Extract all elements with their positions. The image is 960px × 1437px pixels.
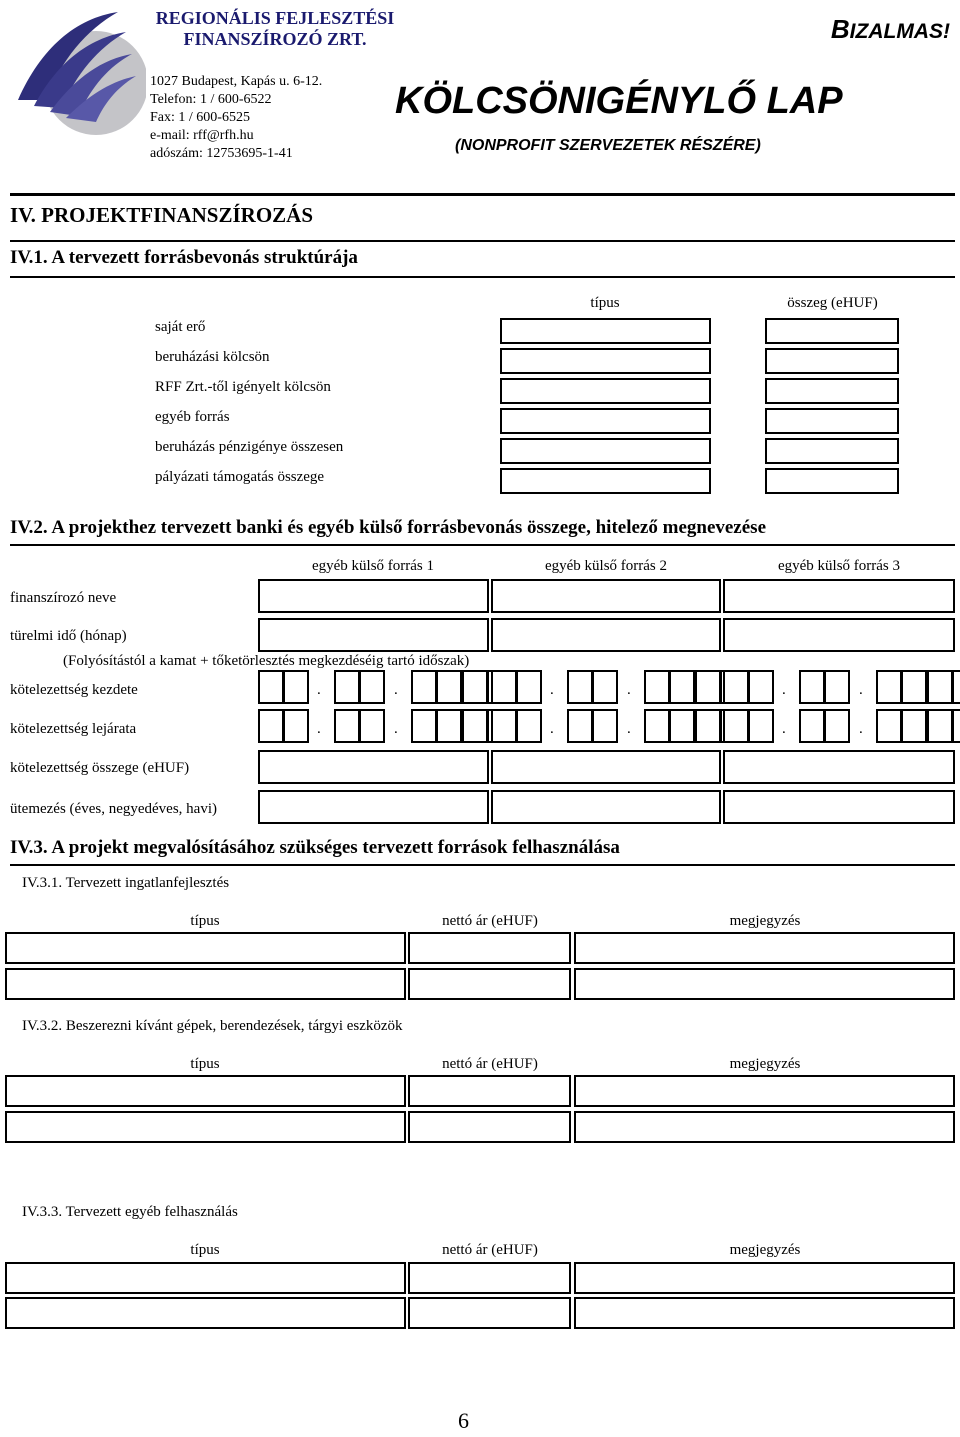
date-separator: .	[859, 682, 863, 698]
s3-t1-header-net: nettó ár (eHUF)	[442, 913, 538, 929]
s3-t3-type-field[interactable]	[5, 1262, 406, 1294]
s3-t3-note-field[interactable]	[574, 1262, 955, 1294]
s2-start-date-digit-cell[interactable]	[592, 670, 618, 704]
s1-amount-field[interactable]	[765, 318, 899, 344]
s1-amount-field[interactable]	[765, 378, 899, 404]
s2-end-label: kötelezettség lejárata	[10, 721, 137, 737]
s3-t1-header-type: típus	[190, 913, 220, 929]
s2-end-date-digit-cell[interactable]	[516, 709, 542, 743]
page-number: 6	[458, 1408, 469, 1433]
s1-row-label: beruházási kölcsön	[155, 349, 270, 365]
s1-row-label: pályázati támogatás összege	[155, 469, 325, 485]
s2-end-date-digit-cell[interactable]	[695, 709, 721, 743]
s2-divider	[10, 544, 955, 546]
s2-end-date-digit-cell[interactable]	[592, 709, 618, 743]
s2-amount-field-3[interactable]	[723, 750, 955, 784]
s3-sub1: IV.3.1. Tervezett ingatlanfejlesztés	[22, 875, 230, 891]
s3-t2-type-field[interactable]	[5, 1111, 406, 1143]
s2-start-date-digit-cell[interactable]	[359, 670, 385, 704]
s2-start-date-digit-cell[interactable]	[491, 670, 517, 704]
s2-start-date-digit-cell[interactable]	[644, 670, 670, 704]
s3-t1-note-field[interactable]	[574, 968, 955, 1000]
s2-start-date-digit-cell[interactable]	[567, 670, 593, 704]
s2-financier-field-3[interactable]	[723, 579, 955, 613]
s2-schedule-field-1[interactable]	[258, 790, 489, 824]
confidential-initial: B	[830, 14, 850, 44]
s2-start-date-digit-cell[interactable]	[462, 670, 488, 704]
s2-start-date-digit-cell[interactable]	[283, 670, 309, 704]
s3-t2-note-field[interactable]	[574, 1111, 955, 1143]
s3-t1-note-field[interactable]	[574, 932, 955, 964]
s3-t1-type-field[interactable]	[5, 932, 406, 964]
s3-t2-note-field[interactable]	[574, 1075, 955, 1107]
s2-start-date-digit-cell[interactable]	[748, 670, 774, 704]
s1-col-amount: összeg (eHUF)	[787, 295, 878, 311]
s3-t2-net-field[interactable]	[408, 1111, 571, 1143]
s1-row-label: RFF Zrt.-től igényelt kölcsön	[155, 379, 331, 395]
date-separator: .	[317, 721, 321, 737]
confidential-rest: IZALMAS!	[849, 20, 950, 43]
company-logo	[6, 8, 146, 138]
s3-t1-type-field[interactable]	[5, 968, 406, 1000]
date-separator: .	[627, 682, 631, 698]
s2-end-date-digit-cell[interactable]	[799, 709, 825, 743]
date-separator: .	[550, 682, 554, 698]
s2-grace-note: (Folyósítástól a kamat + tőketörlesztés megkezdéséig tartó időszak)	[63, 653, 470, 669]
s3-t2-header-note: megjegyzés	[729, 1056, 801, 1072]
s3-t3-type-field[interactable]	[5, 1297, 406, 1329]
s2-end-date-digit-cell[interactable]	[411, 709, 437, 743]
s2-schedule-label: ütemezés (éves, negyedéves, havi)	[10, 801, 217, 817]
s2-end-date-digit-cell[interactable]	[462, 709, 488, 743]
s2-schedule-field-3[interactable]	[723, 790, 955, 824]
s2-start-date-digit-cell[interactable]	[799, 670, 825, 704]
s2-amount-field-2[interactable]	[491, 750, 721, 784]
s3-t1-net-field[interactable]	[408, 932, 571, 964]
s2-end-date-digit-cell[interactable]	[334, 709, 360, 743]
s3-t3-net-field[interactable]	[408, 1262, 571, 1294]
s2-financier-field-2[interactable]	[491, 579, 721, 613]
s2-end-date-digit-cell[interactable]	[491, 709, 517, 743]
s1-title: IV.1. A tervezett forrásbevonás struktúrája	[10, 247, 358, 268]
s2-financier-label: finanszírozó neve	[10, 590, 117, 606]
section-divider	[10, 240, 955, 242]
s3-sub2: IV.3.2. Beszerezni kívánt gépek, berendezések, tárgyi eszközök	[22, 1018, 403, 1034]
s2-schedule-field-2[interactable]	[491, 790, 721, 824]
s1-amount-field[interactable]	[765, 348, 899, 374]
header-divider	[10, 193, 955, 196]
org-name-line1: REGIONÁLIS FEJLESZTÉSI	[155, 8, 395, 28]
s1-type-field[interactable]	[500, 408, 711, 434]
s2-end-date-digit-cell[interactable]	[283, 709, 309, 743]
s1-type-field[interactable]	[500, 378, 711, 404]
s2-end-date-digit-cell[interactable]	[748, 709, 774, 743]
s1-type-field[interactable]	[500, 468, 711, 494]
s2-grace-label: türelmi idő (hónap)	[10, 628, 127, 644]
s2-grace-field-1[interactable]	[258, 618, 489, 652]
s1-amount-field[interactable]	[765, 468, 899, 494]
date-separator: .	[782, 721, 786, 737]
s3-t2-header-type: típus	[190, 1056, 220, 1072]
s2-start-date-digit-cell[interactable]	[952, 670, 960, 704]
s2-amount-field-1[interactable]	[258, 750, 489, 784]
date-separator: .	[782, 682, 786, 698]
org-phone: Telefon: 1 / 600-6522	[150, 92, 272, 107]
date-separator: .	[394, 721, 398, 737]
s3-divider	[10, 864, 955, 866]
s2-grace-field-3[interactable]	[723, 618, 955, 652]
s1-type-field[interactable]	[500, 438, 711, 464]
s2-start-date-digit-cell[interactable]	[876, 670, 902, 704]
form-title: KÖLCSÖNIGÉNYLŐ LAP	[395, 80, 843, 122]
org-fax: Fax: 1 / 600-6525	[150, 110, 250, 125]
s3-t2-header-net: nettó ár (eHUF)	[442, 1056, 538, 1072]
s2-grace-field-2[interactable]	[491, 618, 721, 652]
s2-start-date-digit-cell[interactable]	[901, 670, 927, 704]
s3-t3-header-net: nettó ár (eHUF)	[442, 1242, 538, 1258]
form-subtitle: (NONPROFIT SZERVEZETEK RÉSZÉRE)	[455, 137, 761, 154]
date-separator: .	[317, 682, 321, 698]
s3-t3-header-type: típus	[190, 1242, 220, 1258]
s2-col1: egyéb külső forrás 1	[311, 558, 435, 574]
s1-row-label: egyéb forrás	[155, 409, 230, 425]
s3-sub3: IV.3.3. Tervezett egyéb felhasználás	[22, 1204, 238, 1220]
s1-type-field[interactable]	[500, 348, 711, 374]
s3-t3-net-field[interactable]	[408, 1297, 571, 1329]
s2-end-date-digit-cell[interactable]	[359, 709, 385, 743]
date-separator: .	[627, 721, 631, 737]
s2-end-date-digit-cell[interactable]	[258, 709, 284, 743]
s3-title: IV.3. A projekt megvalósításához szükséges tervezett források felhasználása	[10, 837, 620, 858]
date-separator: .	[550, 721, 554, 737]
org-name-line2: FINANSZÍROZÓ ZRT.	[183, 29, 367, 49]
s3-t3-note-field[interactable]	[574, 1297, 955, 1329]
s3-t2-type-field[interactable]	[5, 1075, 406, 1107]
s3-t2-net-field[interactable]	[408, 1075, 571, 1107]
s1-amount-field[interactable]	[765, 408, 899, 434]
s2-start-label: kötelezettség kezdete	[10, 682, 138, 698]
s2-start-date-digit-cell[interactable]	[927, 670, 953, 704]
s1-row-label: saját erő	[155, 319, 206, 335]
s2-end-date-digit-cell[interactable]	[669, 709, 695, 743]
s2-financier-field-1[interactable]	[258, 579, 489, 613]
s2-start-date-digit-cell[interactable]	[516, 670, 542, 704]
section-title: IV. PROJEKTFINANSZÍROZÁS	[10, 203, 314, 227]
s3-t1-header-note: megjegyzés	[729, 913, 801, 929]
s2-start-date-digit-cell[interactable]	[824, 670, 850, 704]
s2-end-date-digit-cell[interactable]	[927, 709, 953, 743]
s2-title: IV.2. A projekthez tervezett banki és egyéb külső forrásbevonás összege, hitelező megnevezése	[10, 517, 767, 538]
s2-end-date-digit-cell[interactable]	[436, 709, 462, 743]
s1-type-field[interactable]	[500, 318, 711, 344]
s1-divider	[10, 276, 955, 278]
s1-col-type: típus	[590, 295, 620, 311]
s2-end-date-digit-cell[interactable]	[876, 709, 902, 743]
s2-end-date-digit-cell[interactable]	[952, 709, 960, 743]
s1-amount-field[interactable]	[765, 438, 899, 464]
s2-end-date-digit-cell[interactable]	[824, 709, 850, 743]
s2-end-date-digit-cell[interactable]	[901, 709, 927, 743]
s2-amount-label: kötelezettség összege (eHUF)	[10, 760, 190, 776]
date-separator: .	[859, 721, 863, 737]
s2-start-date-digit-cell[interactable]	[695, 670, 721, 704]
s2-start-date-digit-cell[interactable]	[411, 670, 437, 704]
s2-start-date-digit-cell[interactable]	[258, 670, 284, 704]
s2-col2: egyéb külső forrás 2	[544, 558, 668, 574]
date-separator: .	[394, 682, 398, 698]
org-tax-number: adószám: 12753695-1-41	[150, 146, 293, 161]
s2-end-date-digit-cell[interactable]	[567, 709, 593, 743]
org-email: e-mail: rff@rfh.hu	[150, 128, 254, 143]
s2-start-date-digit-cell[interactable]	[436, 670, 462, 704]
s1-row-label: beruházás pénzigénye összesen	[155, 439, 344, 455]
s2-start-date-digit-cell[interactable]	[723, 670, 749, 704]
org-contact	[150, 73, 322, 163]
s2-end-date-digit-cell[interactable]	[723, 709, 749, 743]
s2-start-date-digit-cell[interactable]	[334, 670, 360, 704]
org-address: 1027 Budapest, Kapás u. 6-12.	[150, 74, 323, 89]
s2-end-date-digit-cell[interactable]	[644, 709, 670, 743]
s2-col3: egyéb külső forrás 3	[777, 558, 901, 574]
org-name	[145, 8, 405, 50]
s3-t3-header-note: megjegyzés	[729, 1242, 801, 1258]
s3-t1-net-field[interactable]	[408, 968, 571, 1000]
s2-start-date-digit-cell[interactable]	[669, 670, 695, 704]
confidential-label	[831, 14, 950, 45]
